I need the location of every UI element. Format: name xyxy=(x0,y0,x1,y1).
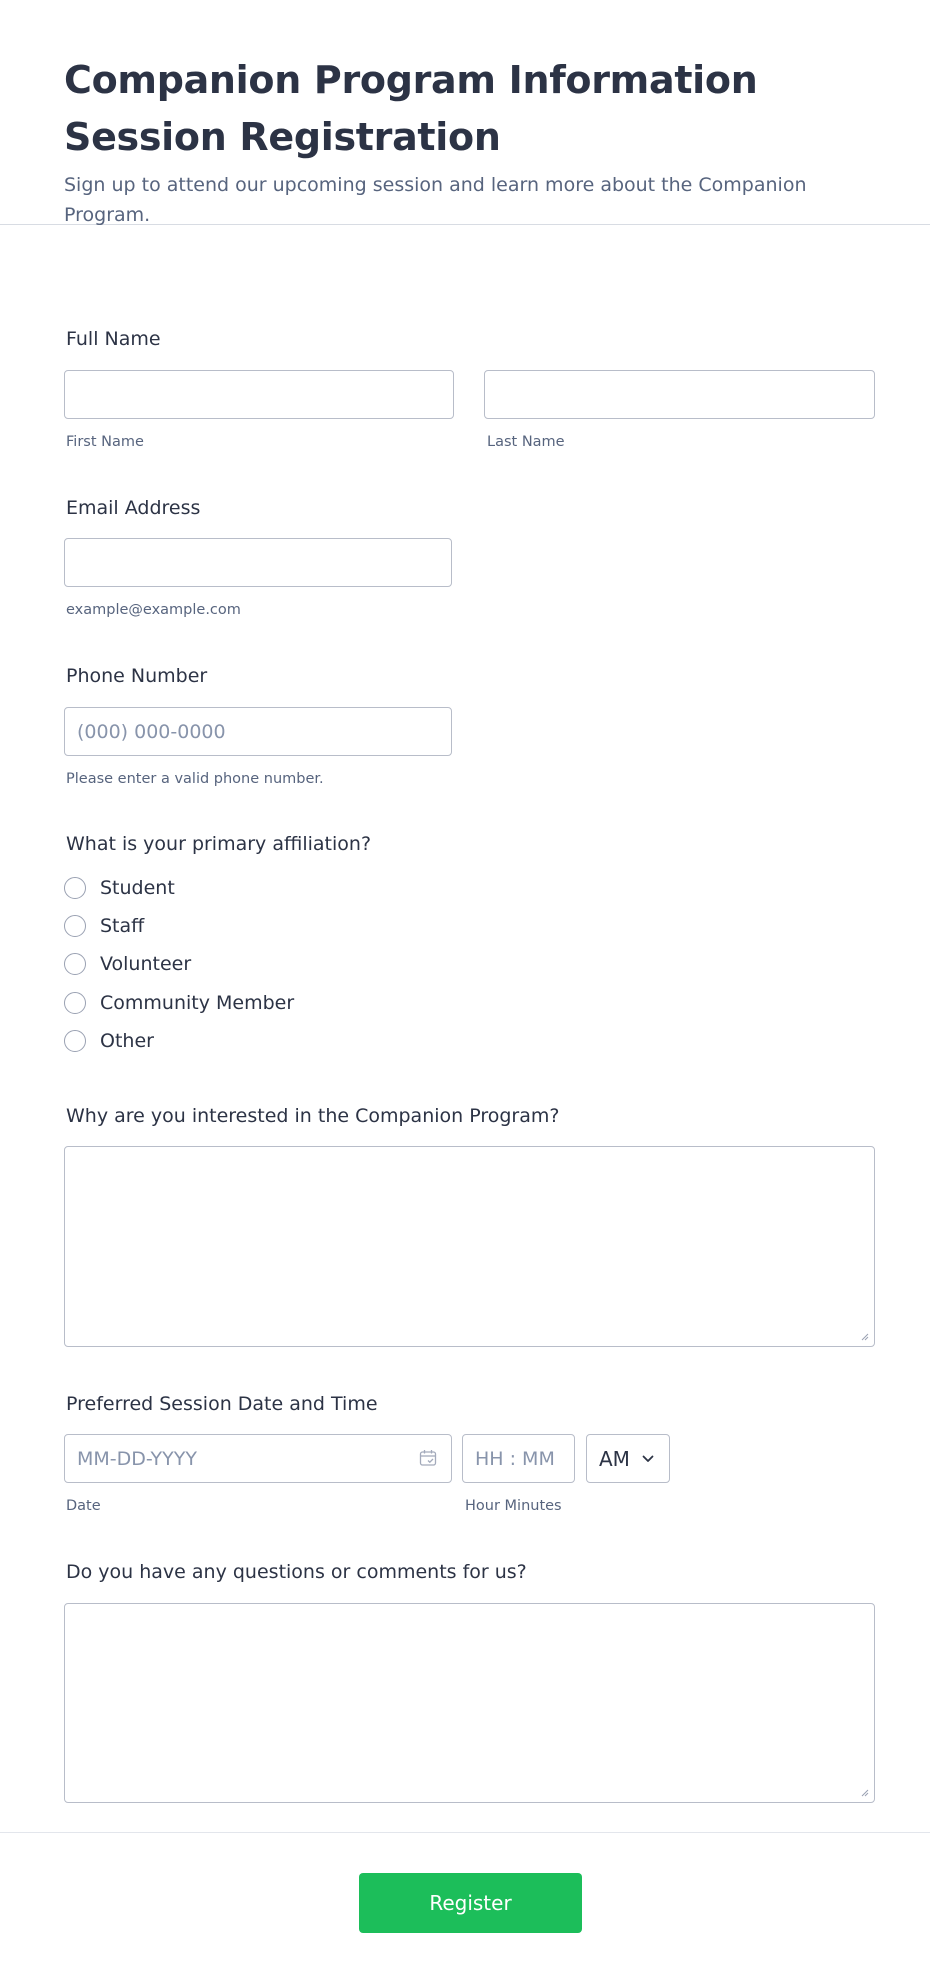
radio-option-community-member[interactable] xyxy=(64,988,294,1018)
radio-option-label: Volunteer xyxy=(100,953,192,975)
radio-option-label: Staff xyxy=(100,915,145,937)
email-sublabel: example@example.com xyxy=(66,602,241,618)
radio-button[interactable] xyxy=(64,992,86,1014)
phone-label: Phone Number xyxy=(66,665,208,687)
form-footer xyxy=(0,1832,930,1981)
affiliation-label: What is your primary affiliation? xyxy=(66,833,372,855)
page-title: Companion Program Information Session Registration xyxy=(64,58,758,159)
page-subtitle: Sign up to attend our upcoming session and learn more about the Companion Program. xyxy=(64,174,807,226)
calendar-icon[interactable] xyxy=(419,1449,437,1467)
email-label: Email Address xyxy=(66,497,201,519)
radio-option-label: Other xyxy=(100,1030,154,1052)
radio-button[interactable] xyxy=(64,877,86,899)
interest-textarea[interactable] xyxy=(64,1146,875,1347)
last-name-input[interactable] xyxy=(484,370,875,419)
first-name-input[interactable] xyxy=(64,370,454,419)
time-input[interactable] xyxy=(462,1434,575,1483)
email-input[interactable] xyxy=(64,538,452,587)
radio-option-label: Student xyxy=(100,877,175,899)
comments-label: Do you have any questions or comments for us? xyxy=(66,1561,527,1583)
radio-option-student[interactable] xyxy=(64,873,175,903)
radio-button[interactable] xyxy=(64,915,86,937)
comments-textarea[interactable] xyxy=(64,1603,875,1803)
first-name-sublabel: First Name xyxy=(66,434,144,450)
radio-option-other[interactable] xyxy=(64,1026,154,1056)
phone-input[interactable] xyxy=(64,707,452,756)
radio-option-label: Community Member xyxy=(100,992,295,1014)
radio-option-staff[interactable] xyxy=(64,911,144,941)
register-button[interactable]: Register xyxy=(359,1873,582,1933)
ampm-value: AM xyxy=(599,1446,630,1471)
form-header xyxy=(0,0,930,225)
phone-sublabel: Please enter a valid phone number. xyxy=(66,771,324,787)
session-label: Preferred Session Date and Time xyxy=(66,1393,378,1415)
date-sublabel: Date xyxy=(66,1498,101,1514)
date-input[interactable] xyxy=(64,1434,452,1483)
resize-grip-icon[interactable] xyxy=(859,1331,869,1341)
time-sublabel: Hour Minutes xyxy=(465,1498,562,1514)
radio-button[interactable] xyxy=(64,953,86,975)
interest-label: Why are you interested in the Companion Program? xyxy=(66,1105,560,1127)
full-name-label: Full Name xyxy=(66,328,161,350)
ampm-select[interactable] xyxy=(586,1434,670,1483)
chevron-down-icon xyxy=(642,1455,654,1463)
last-name-sublabel: Last Name xyxy=(487,434,565,450)
radio-option-volunteer[interactable] xyxy=(64,949,191,979)
resize-grip-icon[interactable] xyxy=(859,1787,869,1797)
radio-button[interactable] xyxy=(64,1030,86,1052)
